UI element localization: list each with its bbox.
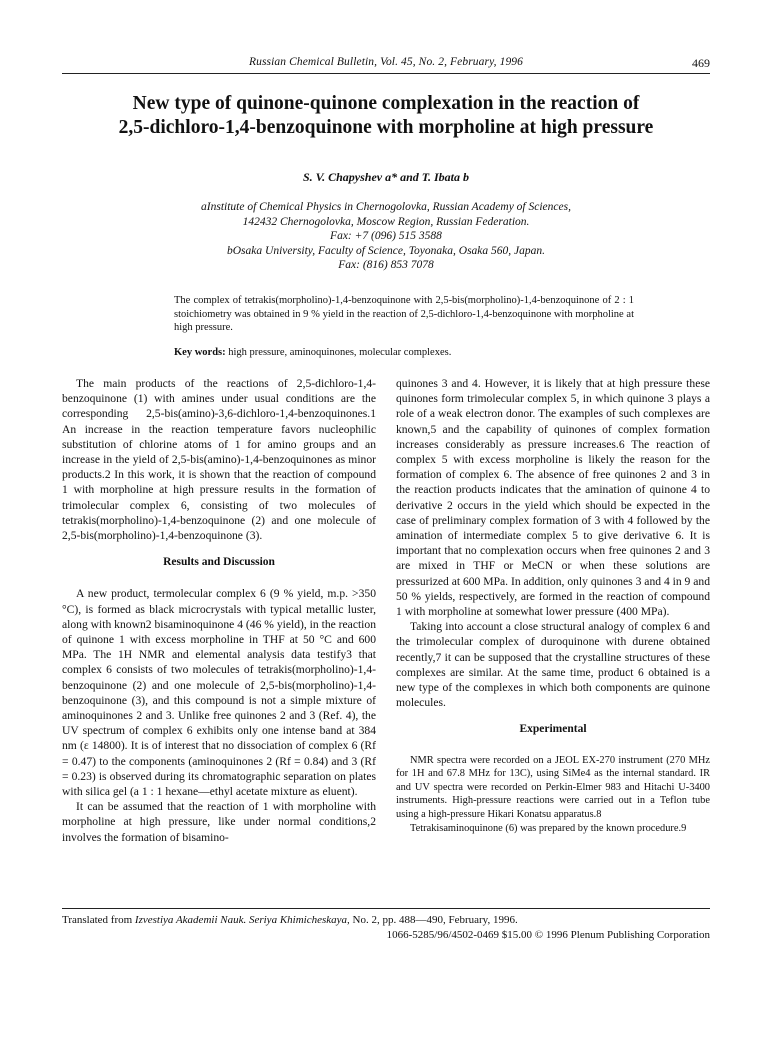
intro-paragraph: The main products of the reactions of 2,5-dichloro-1,4-benzoquinone (1) with amines under usual conditions are the corresponding 2,5-bis(amino)-3,6-dichloro-1,4-benzoquinones.1 An increase in the reaction temperature favors nucleophilic substitution of chlorine atoms of 1 for amino groups and an increase in the yield of 2,5-bis(amino)-1,4-benzoquinones as minor products.2 In this work, it is shown that the reaction of compound 1 with morpholine at high pressure results in the formation of trimolecular complex 6, consisting of two molecules of tetrakis(morpholino)-1,4-benzoquinone (2) and one molecule of 2,5-bis(morpholino)-1,4-benzoquinone (3). — [62, 377, 376, 543]
results-paragraph: A new product, termolecular complex 6 (9 % yield, m.p. >350 °C), is formed as black microcrystals with typical metallic luster, along with known2 bisaminoquinone 4 (46 % yield), in the reaction of quinone 1 with excess morpholine in THF at 50 °C and 600 MPa. The 1H NMR and elemental analysis data testify3 that complex 6 consists of two molecules of tetrakis(morpholino)-1,4-benzoquinone (2) and one molecule of 2,5-bis(morpholino)-1,4-benzoquinone (3), and this compound is not a simple mixture of aminoquinones 2 and 3. Unlike free quinones 2 and 3 (Ref. 4), the UV spectrum of complex 6 exhibits only one intense band at 384 nm (ε 14800). It is of interest that no dissociation of complex 6 (Rf = 0.47) to the components (aminoquinones 2 (Rf = 0.84) and 3 (Rf = 0.23) is observed during its chromatographic separation on plates with silica gel (a 1 : 1 hexane—ethyl acetate mixture as eluent). — [62, 587, 376, 799]
title-line: 2,5-dichloro-1,4-benzoquinone with morpholine at high pressure — [118, 117, 654, 138]
affiliations — [62, 200, 710, 273]
page-number: 469 — [692, 56, 710, 70]
keywords — [174, 347, 634, 358]
title-line: New type of quinone-quinone complexation in the reaction of — [132, 93, 640, 114]
header-rule — [62, 73, 710, 74]
experimental-paragraph: Tetrakisaminoquinone (6) was prepared by the known procedure.9 — [410, 822, 687, 834]
footer — [62, 913, 710, 943]
source-details: No. 2, pp. 488—490, February, 1996. — [352, 914, 518, 926]
right-column — [396, 376, 710, 835]
experimental-paragraph: NMR spectra were recorded on a JEOL EX-270 instrument (270 MHz for 1H and 67.8 MHz for 13C), using SiMe4 as the internal standard. IR and UV spectra were recorded on Perkin-Elmer 983 and Hitachi U-3400 instruments. High-pressure reactions were carried out in a Teflon tube using a high-pressure Hikari Konatsu apparatus.8 — [396, 754, 710, 821]
affiliation-line: 142432 Chernogolovka, Moscow Region, Russian Federation. — [242, 215, 530, 228]
affiliation-line: Fax: (816) 853 7078 — [338, 259, 434, 271]
article-title — [62, 92, 710, 140]
copyright-line: 1066-5285/96/4502-0469 $15.00 © 1996 Plenum Publishing Corporation — [386, 929, 710, 941]
affiliation-line: bOsaka University, Faculty of Science, Toyonaka, Osaka 560, Japan. — [227, 244, 545, 257]
running-header — [62, 56, 710, 72]
source-journal: Izvestiya Akademii Nauk. Seriya Khimicheskaya, — [134, 914, 350, 926]
translated-prefix: Translated from — [62, 914, 133, 926]
body-paragraph: quinones 3 and 4. However, it is likely that at high pressure these quinones form trimolecular complex 5, in which quinone 3 plays a role of a weak electron donor. The examples of such complexes are known,5 and the capability of quinones of complex formation increases considerably as pressure increases.6 The reaction of complex 5 with excess morpholine is likely the reason for the formation of complex 6. The absence of free quinones 2 and 3 in the reaction products indicates that the amination of quinone 4 to derivative 2 occurs in the yield which should be expected in the case of preliminary complex formation of 3 with 4 followed by the amination of intermediate complex 5 to give derivative 6. It is important that no complexation occurs when free quinones 2 and 3 are mixed in THF or MeCN or when these solutions are pressurized at 600 MPa. In addition, only quinones 3 and 4 in 9 and 50 % yields, respectively, are formed in the reaction of compound 1 with morpholine at somewhat lower pressure (400 MPa). — [396, 377, 710, 619]
section-heading-experimental: Experimental — [519, 723, 587, 736]
abstract: The complex of tetrakis(morpholino)-1,4-benzoquinone with 2,5-bis(morpholino)-1,4-benzoquinone of 2 : 1 stoichiometry was obtained in 9 % yield in the reaction of 2,5-dichloro-1,4-benzoquinone with morpholine at high pressure. — [174, 295, 634, 333]
author-line: S. V. Chapyshev a* and T. Ibata b — [302, 170, 470, 184]
keywords-text: high pressure, aminoquinones, molecular complexes. — [228, 347, 452, 358]
footer-rule — [62, 908, 710, 909]
body-paragraph: Taking into account a close structural analogy of complex 6 and the trimolecular complex of duroquinone with durene obtained recently,7 it can be supposed that the crystalline structures of these complexes are similar. At the same time, product 6 obtained is a new type of the complexes in which both components are quinone molecules. — [396, 620, 710, 710]
section-heading-results: Results and Discussion — [163, 556, 275, 569]
keywords-label: Key words: — [174, 347, 226, 358]
affiliation-line: aInstitute of Chemical Physics in Chernogolovka, Russian Academy of Sciences, — [201, 201, 571, 213]
journal-citation: Russian Chemical Bulletin, Vol. 45, No. 2, February, 1996 — [248, 56, 524, 68]
left-column — [62, 376, 376, 845]
results-paragraph: It can be assumed that the reaction of 1 with morpholine with morpholine at high pressure, like under normal conditions,2 involves the formation of bisamino- — [62, 800, 376, 844]
affiliation-line: Fax: +7 (096) 515 3588 — [330, 230, 442, 242]
translation-note — [62, 913, 710, 928]
